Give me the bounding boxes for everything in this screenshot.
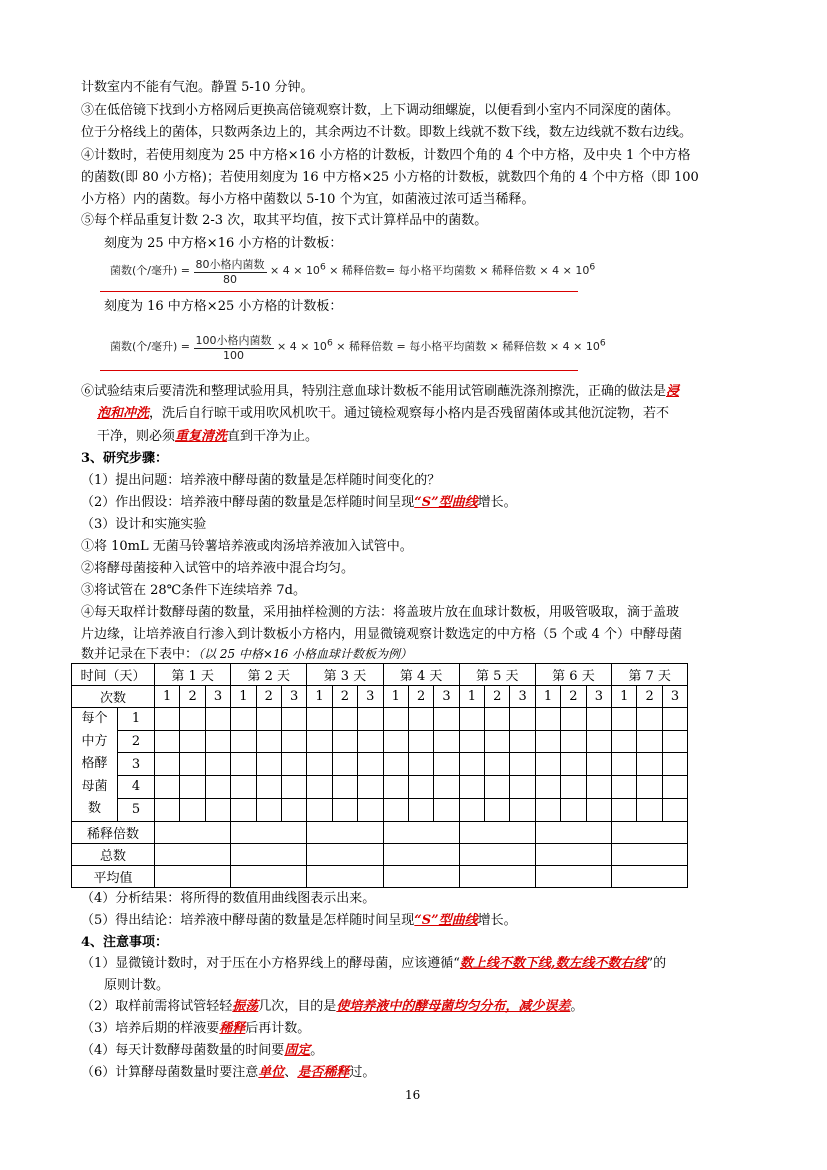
table-cell xyxy=(485,776,510,799)
text-span: 后再计数。 xyxy=(245,1021,311,1036)
table-cell xyxy=(535,865,611,887)
text-line: ②将酵母菌接种入试管中的培养液中混合均匀。 xyxy=(81,561,355,576)
table-cell xyxy=(612,821,688,843)
formula-underline xyxy=(100,370,578,371)
table-header-cell: 1 xyxy=(459,686,484,708)
text-line: ⑤每个样品重复计数 2-3 次，取其平均值，按下式计算样品中的菌数。 xyxy=(81,213,488,228)
table-cell xyxy=(612,798,637,821)
formula-exponent: 6 xyxy=(589,261,596,273)
table-cell xyxy=(332,730,357,753)
table-row-index: 1 xyxy=(118,708,155,731)
table-cell xyxy=(485,708,510,731)
table-cell xyxy=(155,865,231,887)
text-line: （3）设计和实施实验 xyxy=(81,517,207,532)
formula-16x25 xyxy=(110,332,606,362)
formula-multiplier: × 4 × 10 xyxy=(270,264,320,277)
table-header-cell: 第 4 天 xyxy=(383,664,459,686)
table-cell xyxy=(205,708,230,731)
table-header-cell: 第 7 天 xyxy=(612,664,688,686)
table-cell xyxy=(358,798,383,821)
table-header-cell: 3 xyxy=(281,686,306,708)
answer-text: 使培养液中的酵母菌均匀分布，减少误差 xyxy=(336,999,571,1014)
table-cell xyxy=(662,730,687,753)
table-cell xyxy=(307,753,332,776)
table-row xyxy=(72,843,688,865)
table-cell xyxy=(535,708,560,731)
text-line: 位于分格线上的菌体，只数两条边上的，其余两边不计数。即数上线就不数下线，数左边线就不数右边线。 xyxy=(81,125,693,140)
table-cell xyxy=(307,821,383,843)
text-span: （5）得出结论：培养液中酵母菌的数量是怎样随时间呈现 xyxy=(81,913,415,928)
section-heading: 4、注意事项： xyxy=(81,935,169,950)
formula-fraction xyxy=(194,256,267,286)
table-row xyxy=(72,753,688,776)
table-cell xyxy=(383,821,459,843)
table-header-cell: 1 xyxy=(307,686,332,708)
table-cell xyxy=(637,798,662,821)
table-cell xyxy=(358,753,383,776)
text-line xyxy=(81,999,583,1015)
table-header-cell: 2 xyxy=(180,686,205,708)
text-line xyxy=(81,384,679,400)
table-cell xyxy=(586,798,611,821)
table-cell xyxy=(586,776,611,799)
table-cell xyxy=(535,843,611,865)
table-row-index: 2 xyxy=(118,730,155,753)
section-heading: 3、研究步骤： xyxy=(81,451,169,466)
table-header-cell: 第 2 天 xyxy=(231,664,307,686)
text-line: （4）分析结果：将所得的数值用曲线图表示出来。 xyxy=(81,891,376,906)
text-span: （6）计算酵母菌数量时要注意 xyxy=(81,1065,259,1080)
text-span: 几次，目的是 xyxy=(258,999,337,1014)
table-row-index: 5 xyxy=(118,798,155,821)
formula-exponent: 6 xyxy=(319,261,326,273)
table-cell xyxy=(358,708,383,731)
formula-tail: × 稀释倍数= 每小格平均菌数 × 稀释倍数 × 4 × 10 xyxy=(329,264,590,277)
text-line xyxy=(81,1043,323,1059)
table-header-cell: 2 xyxy=(485,686,510,708)
table-row-index: 3 xyxy=(118,753,155,776)
answer-text: “S”型曲线 xyxy=(414,495,478,510)
table-cell xyxy=(383,843,459,865)
text-line: ④每天取样计数酵母菌的数量，采用抽样检测的方法：将盖玻片放在血球计数板，用吸管吸取，滴于盖玻 xyxy=(81,605,680,620)
table-cell xyxy=(612,730,637,753)
row-label-part: 每个 xyxy=(81,711,108,726)
text-span: 。 xyxy=(570,999,584,1014)
table-row-label: 平均值 xyxy=(72,865,155,887)
table-header-cell: 2 xyxy=(561,686,586,708)
table-cell xyxy=(637,708,662,731)
table-header-cell: 2 xyxy=(332,686,357,708)
text-span: （2）作出假设：培养液中酵母菌的数量是怎样随时间呈现 xyxy=(81,495,415,510)
table-cell xyxy=(459,776,484,799)
table-cell xyxy=(231,776,256,799)
table-cell xyxy=(383,753,408,776)
table-cell xyxy=(434,730,459,753)
answer-text: 数上线不数下线,数左线不数右线 xyxy=(459,956,647,971)
table-cell xyxy=(231,708,256,731)
table-cell xyxy=(535,821,611,843)
text-span: 数并记录在下表中： xyxy=(81,647,199,662)
table-header-cell: 3 xyxy=(358,686,383,708)
table-header-cell: 第 6 天 xyxy=(535,664,611,686)
table-header-cell: 3 xyxy=(205,686,230,708)
table-cell xyxy=(637,730,662,753)
table-cell xyxy=(459,708,484,731)
table-row xyxy=(72,730,688,753)
table-cell xyxy=(231,730,256,753)
table-cell xyxy=(434,753,459,776)
table-cell xyxy=(358,776,383,799)
table-cell xyxy=(383,730,408,753)
table-row xyxy=(72,708,688,731)
formula-tail: × 稀释倍数 = 每小格平均菌数 × 稀释倍数 × 4 × 10 xyxy=(336,340,600,353)
answer-text: 泡和冲洗 xyxy=(97,406,150,421)
table-cell xyxy=(485,753,510,776)
table-row-label: 稀释倍数 xyxy=(72,821,155,843)
table-cell xyxy=(155,708,180,731)
table-cell xyxy=(180,708,205,731)
table-cell xyxy=(205,753,230,776)
row-label-part: 母菌 xyxy=(81,778,108,794)
table-cell xyxy=(256,798,281,821)
table-header-cell: 3 xyxy=(510,686,535,708)
table-cell xyxy=(408,798,433,821)
table-row-label xyxy=(72,708,118,822)
table-caption: （以 25 中格×16 小格血球计数板为例） xyxy=(198,647,413,661)
formula-lhs: 菌数(个/毫升) = xyxy=(110,264,191,277)
table-cell xyxy=(307,798,332,821)
table-cell xyxy=(155,730,180,753)
formula-lhs: 菌数(个/毫升) = xyxy=(110,340,191,353)
text-line: 片边缘，让培养液自行渗入到计数板小方格内，用显微镜观察计数选定的中方格（5 个或 4 个）中酵母菌 xyxy=(81,627,682,642)
text-span: 增长。 xyxy=(477,913,517,928)
table-cell xyxy=(281,708,306,731)
text-line xyxy=(97,429,318,445)
text-line xyxy=(81,913,517,929)
table-cell xyxy=(612,708,637,731)
table-cell xyxy=(535,776,560,799)
table-cell xyxy=(561,730,586,753)
table-cell xyxy=(459,730,484,753)
table-cell xyxy=(586,708,611,731)
table-cell xyxy=(256,753,281,776)
table-cell xyxy=(637,776,662,799)
table-cell xyxy=(510,708,535,731)
text-line: 小方格）内的菌数。每小方格中菌数以 5-10 个为宜，如菌液过浓可适当稀释。 xyxy=(81,192,535,207)
table-header-cell: 1 xyxy=(231,686,256,708)
answer-text: 单位 xyxy=(258,1065,285,1080)
table-cell xyxy=(535,730,560,753)
table-cell xyxy=(205,798,230,821)
table-row xyxy=(72,821,688,843)
table-cell xyxy=(231,865,307,887)
row-label-part: 中方 xyxy=(81,733,108,749)
table-cell xyxy=(586,730,611,753)
table-cell xyxy=(561,708,586,731)
table-row xyxy=(72,686,688,708)
page-number: 16 xyxy=(405,1088,421,1102)
table-cell xyxy=(459,821,535,843)
text-line: 原则计数。 xyxy=(104,978,170,993)
text-line: ①将 10mL 无菌马铃薯培养液或肉汤培养液加入试管中。 xyxy=(81,539,413,554)
text-span: （4）每天计数酵母菌数量的时间要 xyxy=(81,1043,285,1058)
answer-text: 重复清洗 xyxy=(175,429,228,444)
text-span: 。 xyxy=(310,1043,324,1058)
table-cell xyxy=(510,730,535,753)
answer-text: 是否稀释 xyxy=(297,1065,350,1080)
table-cell xyxy=(612,776,637,799)
table-cell xyxy=(281,776,306,799)
table-cell xyxy=(612,865,688,887)
table-cell xyxy=(485,730,510,753)
table-cell xyxy=(281,753,306,776)
text-line: 刻度为 25 中方格×16 小方格的计数板： xyxy=(104,236,343,251)
text-span: （2）取样前需将试管轻轻 xyxy=(81,999,233,1014)
table-header-cell: 第 1 天 xyxy=(155,664,231,686)
formula-exponent: 6 xyxy=(599,337,606,349)
table-cell xyxy=(383,776,408,799)
table-cell xyxy=(332,753,357,776)
table-cell xyxy=(155,798,180,821)
answer-text: 固定 xyxy=(284,1043,311,1058)
table-cell xyxy=(408,730,433,753)
answer-text: 振荡 xyxy=(232,999,259,1014)
table-cell xyxy=(256,776,281,799)
text-span: ⑥试验结束后要清洗和整理试验用具，特别注意血球计数板不能用试管刷蘸洗涤剂擦洗，正确的做法是 xyxy=(81,384,667,399)
table-cell xyxy=(332,708,357,731)
table-row xyxy=(72,776,688,799)
table-cell xyxy=(408,753,433,776)
table-cell xyxy=(281,798,306,821)
table-cell xyxy=(231,798,256,821)
table-row-label: 总数 xyxy=(72,843,155,865)
text-line: 计数室内不能有气泡。静置 5-10 分钟。 xyxy=(81,80,314,95)
table-cell xyxy=(485,798,510,821)
table-cell xyxy=(408,708,433,731)
text-line xyxy=(97,406,669,422)
table-cell xyxy=(535,753,560,776)
table-cell xyxy=(662,753,687,776)
text-span: 过。 xyxy=(349,1065,376,1080)
table-cell xyxy=(307,865,383,887)
table-cell xyxy=(307,776,332,799)
table-cell xyxy=(408,776,433,799)
table-cell xyxy=(231,821,307,843)
table-cell xyxy=(662,708,687,731)
table-cell xyxy=(586,753,611,776)
table-header-cell: 第 3 天 xyxy=(307,664,383,686)
table-cell xyxy=(510,753,535,776)
table-cell xyxy=(180,730,205,753)
table-cell xyxy=(155,753,180,776)
text-line xyxy=(81,956,666,972)
text-line xyxy=(81,646,412,663)
table-cell xyxy=(383,708,408,731)
table-header-cell: 3 xyxy=(586,686,611,708)
table-cell xyxy=(180,753,205,776)
table-row-index: 4 xyxy=(118,776,155,799)
table-cell xyxy=(155,821,231,843)
table-cell xyxy=(256,708,281,731)
table-cell xyxy=(256,730,281,753)
table-cell xyxy=(307,730,332,753)
answer-text: “S”型曲线 xyxy=(414,913,478,928)
text-span: ”的 xyxy=(646,956,667,971)
text-span: （1）显微镜计数时，对于压在小方格界线上的酵母菌，应该遵循“ xyxy=(81,956,460,971)
formula-denominator: 80 xyxy=(223,273,238,286)
table-cell xyxy=(561,776,586,799)
table-header-cell: 第 5 天 xyxy=(459,664,535,686)
text-span: 、 xyxy=(284,1065,298,1080)
text-line: 的菌数(即 80 小方格)；若使用刻度为 16 中方格×25 小方格的计数板，就数四个角的 4 个中方格（即 100 xyxy=(81,170,699,185)
text-line: ③在低倍镜下找到小方格网后更换高倍镜观察计数，上下调动细螺旋，以便看到小室内不同深度的菌体。 xyxy=(81,103,680,118)
table-cell xyxy=(180,776,205,799)
table-cell xyxy=(434,708,459,731)
table-cell xyxy=(307,843,383,865)
table-header-cell: 1 xyxy=(383,686,408,708)
table-cell xyxy=(358,730,383,753)
formula-exponent: 6 xyxy=(326,337,333,349)
text-line: ④计数时，若使用刻度为 25 中方格×16 小方格的计数板，计数四个角的 4 个中方格，及中央 1 个中方格 xyxy=(81,148,691,163)
table-header-cell: 次数 xyxy=(72,686,155,708)
formula-denominator: 100 xyxy=(223,349,245,362)
table-cell xyxy=(281,730,306,753)
table-cell xyxy=(231,753,256,776)
table-header-cell: 1 xyxy=(155,686,180,708)
table-header-cell: 2 xyxy=(256,686,281,708)
text-line: 刻度为 16 中方格×25 小方格的计数板： xyxy=(104,299,343,314)
table-cell xyxy=(459,798,484,821)
text-span: ，洗后自行晾干或用吹风机吹干。通过镜检观察每小格内是否残留菌体或其他沉淀物，若不 xyxy=(149,406,670,421)
answer-text: 浸 xyxy=(666,384,680,399)
table-row xyxy=(72,664,688,686)
formula-25x16 xyxy=(110,256,595,286)
text-span: 直到干净为止。 xyxy=(227,429,319,444)
table-header-cell: 3 xyxy=(434,686,459,708)
table-cell xyxy=(561,798,586,821)
table-cell xyxy=(434,776,459,799)
text-span: 干净，则必须 xyxy=(97,429,176,444)
formula-fraction xyxy=(194,332,274,362)
text-line xyxy=(81,1021,310,1037)
formula-multiplier: × 4 × 10 xyxy=(277,340,327,353)
text-line xyxy=(81,495,517,511)
table-header-cell: 1 xyxy=(535,686,560,708)
table-header-cell: 2 xyxy=(408,686,433,708)
table-cell xyxy=(205,776,230,799)
table-cell xyxy=(510,798,535,821)
table-cell xyxy=(434,798,459,821)
text-span: （3）培养后期的样液要 xyxy=(81,1021,220,1036)
table-cell xyxy=(205,730,230,753)
table-header-cell: 3 xyxy=(662,686,687,708)
table-cell xyxy=(155,843,231,865)
table-header-cell: 1 xyxy=(612,686,637,708)
text-line: ③将试管在 28℃条件下连续培养 7d。 xyxy=(81,583,306,598)
table-cell xyxy=(637,753,662,776)
table-cell xyxy=(332,776,357,799)
formula-numerator: 80小格内菌数 xyxy=(195,258,265,271)
row-label-part: 格酵 xyxy=(81,756,108,771)
text-span: 增长。 xyxy=(477,495,517,510)
table-cell xyxy=(180,798,205,821)
table-cell xyxy=(155,776,180,799)
table-cell xyxy=(662,776,687,799)
answer-text: 稀释 xyxy=(219,1021,246,1036)
table-cell xyxy=(612,843,688,865)
formula-numerator: 100小格内菌数 xyxy=(195,334,272,347)
table-row xyxy=(72,798,688,821)
table-header-cell: 时间（天） xyxy=(72,664,155,686)
row-label-part: 数 xyxy=(87,801,101,816)
table-cell xyxy=(662,798,687,821)
table-cell xyxy=(383,865,459,887)
table-cell xyxy=(459,865,535,887)
formula-underline xyxy=(100,291,578,292)
text-line xyxy=(81,1065,375,1081)
table-cell xyxy=(612,753,637,776)
table-cell xyxy=(383,798,408,821)
text-line: （1）提出问题：培养液中酵母菌的数量是怎样随时间变化的？ xyxy=(81,473,441,488)
table-cell xyxy=(561,753,586,776)
table-header-cell: 2 xyxy=(637,686,662,708)
record-table xyxy=(71,663,688,888)
table-cell xyxy=(510,776,535,799)
table-row xyxy=(72,865,688,887)
table-cell xyxy=(307,708,332,731)
table-cell xyxy=(231,843,307,865)
table-cell xyxy=(332,798,357,821)
table-cell xyxy=(535,798,560,821)
table-cell xyxy=(459,753,484,776)
table-cell xyxy=(459,843,535,865)
